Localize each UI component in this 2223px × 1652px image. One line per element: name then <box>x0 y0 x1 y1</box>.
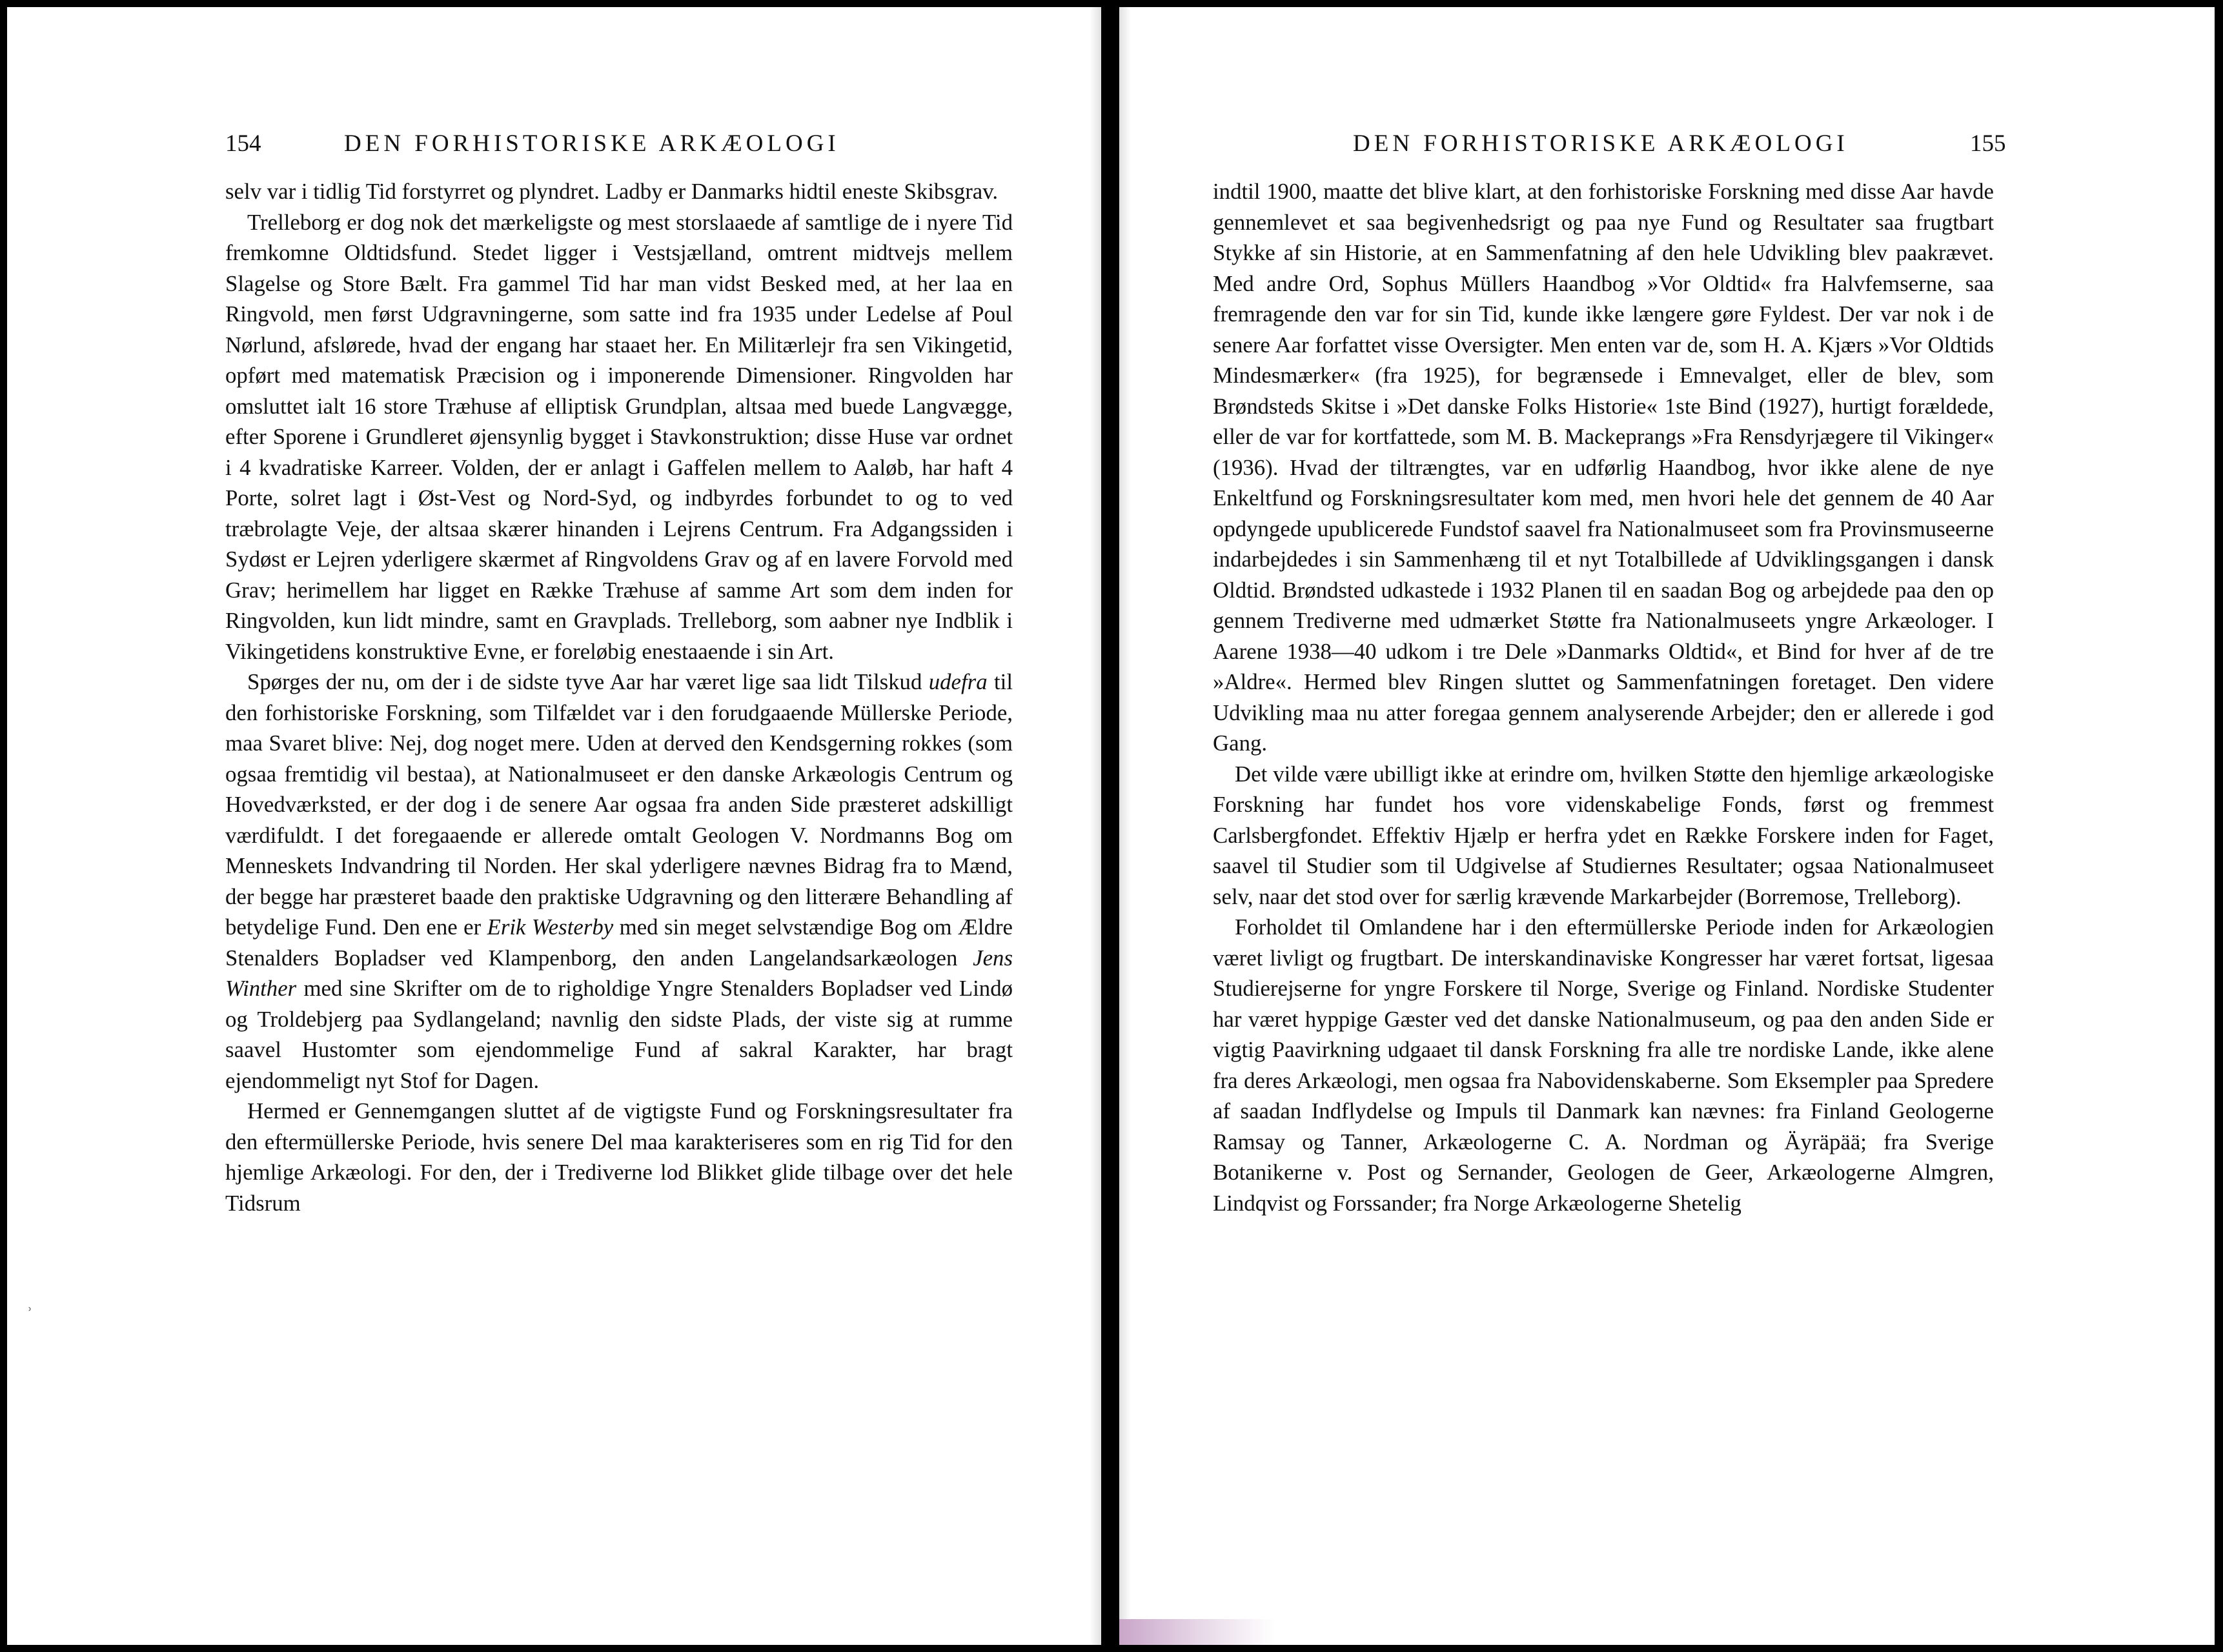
left-running-title: DEN FORHISTORISKE ARKÆOLOGI <box>344 130 840 157</box>
paragraph: Trelleborg er dog nok det mærkeligste og mest storslaaede af samtlige de i nyere Tid fremkomne Oldtidsfund. Stedet ligger i Vestsjælland, omtrent midtvejs mellem Slagelse og Store Bælt. Fra gammel Tid har man vidst Besked med, at her laa en Ringvold, men først Udgravningerne, som satte ind fra 1935 under Ledelse af Poul Nørlund, afslørede, hvad der engang har staaet her. En Militærlejr fra sen Vikingetid, opført med matematisk Præcision og i imponerende Dimensioner. Ringvolden har omsluttet ialt 16 store Træhuse af elliptisk Grundplan, altsaa med buede Langvægge, efter Sporene i Grundleret øjensynlig bygget i Stavkonstruktion; disse Huse var ordnet i 4 kvadratiske Karreer. Volden, der er anlagt i Gaffelen mellem to Aaløb, har haft 4 Porte, solret lagt i Øst-Vest og Nord-Syd, og indbyrdes forbundet to og to ved træbrolagte Veje, der altsaa skærer hinanden i Lejrens Centrum. Fra Adgangssiden i Sydøst er Lejren yderligere skærmet af Ringvoldens Grav og af en lavere Forvold med Grav; herimellem har ligget en Række Træhuse af samme Art som dem inden for Ringvolden, kun lidt mindre, samt en Gravplads. Trelleborg, som aabner nye Indblik i Vikingetidens konstruktive Evne, er foreløbig enestaaende i sin Art. <box>225 209 1013 664</box>
paragraph: Forholdet til Omlandene har i den eftermüllerske Periode inden for Arkæologien været livligt og frugtbart. De interskandinaviske Kongresser har været fortsat, ligesaa Studierejserne for yngre Forskere til Norge, Sverige og Finland. Nordiske Studenter har været hyppige Gæster ved det danske Nationalmuseum, og paa den anden Side er vigtig Paavirkning udgaaet til dansk Forskning fra alle tre nordiske Lande, ikke alene fra deres Arkæologi, men ogsaa fra Nabovidenskaberne. Som Eksempler paa Spredere af saadan Indflydelse og Impuls til Danmark kan nævnes: fra Finland Geologerne Ramsay og Tanner, Arkæologerne C. A. Nordman og Äyräpää; fra Sverige Botanikerne v. Post og Sernander, Geologen de Geer, Arkæologerne Almgren, Lindqvist og Forssander; fra Norge Arkæologerne Shetelig <box>1213 914 1994 1216</box>
stray-mark: ʾ <box>26 1304 33 1325</box>
text-run: med sine Skrifter om de to righoldige Yngre Stenalders Bopladser ved Lindø og Troldebjerg paa Sydlangeland; navnlig den sidste Plads, der viste sig at rumme saavel Hustomter som ejendommelige Fund af sakral Karakter, har bragt ejendommeligt nyt Stof for Dagen. <box>225 976 1013 1093</box>
right-page-number: 155 <box>1970 130 2006 157</box>
right-body-text <box>1213 176 1994 1218</box>
right-page <box>1119 7 2215 1645</box>
left-page-number: 154 <box>225 130 261 157</box>
paragraph: Det vilde være ubilligt ikke at erindre om, hvilken Støtte den hjemlige arkæologiske Forskning har fundet hos vore videnskabelige Fonds, først og fremmest Carlsbergfondet. Effektiv Hjælp er herfra ydet en Række Forskere inden for Faget, saavel til Studier som til Udgivelse af Studiernes Resultater; ogsaa Nationalmuseet selv, naar det stod over for særlig krævende Markarbejder (Borremose, Trelleborg). <box>1213 761 1994 909</box>
right-running-title: DEN FORHISTORISKE ARKÆOLOGI <box>1353 130 1849 157</box>
scan-color-strip <box>1119 1619 1274 1645</box>
text-run: med sin meget selvstændige Bog om Ældre Stenalders Bopladser ved Klampenborg, den anden Langelandsarkæologen <box>225 914 1013 971</box>
gutter-shadow <box>1119 7 1131 1645</box>
paragraph: indtil 1900, maatte det blive klart, at den forhistoriske Forskning med disse Aar havde gennemlevet et saa begivenhedsrigt og paa nye Fund og Resultater saa frugtbart Stykke af sin Historie, at en Sammenfatning af den hele Udvikling blev paakrævet. Med andre Ord, Sophus Müllers Haandbog »Vor Oldtid« fra Halvfemserne, saa fremragende den var for sin Tid, kunde ikke længere gøre Fyldest. Der var nok i de senere Aar forfattet visse Oversigter. Men enten var de, som H. A. Kjærs »Vor Oldtids Mindesmærker« (fra 1925), for begrænsede i Emnevalget, eller de blev, som Brøndsteds Skitse i »Det danske Folks Historie« 1ste Bind (1927), hurtigt forældede, eller de var for kortfattede, som M. B. Mackeprangs »Fra Rensdyrjægere til Vikinger« (1936). Hvad der tiltrængtes, var en udførlig Haandbog, hvor ikke alene de nye Enkeltfund og Forskningsresultater kom med, men hvori hele det gennem de 40 Aar opdyngede upublicerede Fundstof saavel fra Nationalmuseet som fra Provinsmuseerne indarbejdedes i sin Sammenhæng til et nyt Totalbillede af Udviklingsgangen i dansk Oldtid. Brøndsted udkastede i 1932 Planen til en saadan Bog og arbejdede paa den op gennem Trediverne med udmærket Støtte fra Nationalmuseets yngre Arkæologer. I Aarene 1938—40 udkom i tre Dele »Danmarks Oldtid«, et Bind for hver af de tre »Aldre«. Hermed blev Ringen sluttet og Sammenfatningen foretaget. Den videre Udvikling maa nu atter foregaa gennem analyserende Arbejder; den er allerede i god Gang. <box>1213 179 1994 756</box>
emphasis-text: udefra <box>928 669 988 694</box>
emphasis-name: Jens Winther <box>225 945 1013 1001</box>
gutter-shadow <box>1090 7 1101 1645</box>
paragraph <box>225 667 1013 1096</box>
emphasis-name: Erik Westerby <box>487 914 614 940</box>
text-run: til den forhistoriske Forskning, som Tilfældet var i den forudgaaende Müllerske Periode, maa Svaret blive: Nej, dog noget mere. Uden at derved den Kendsgerning rokkes (som ogsaa fremtidig vil bestaa), at Nationalmuseet er den danske Arkæologis Centrum og Hovedværksted, er der dog i de senere Aar ogsaa fra anden Side præsteret adskilligt værdifuldt. I det foregaaende er allerede omtalt Geologen V. Nordmanns Bog om Menneskets Indvandring til Norden. Her skal yderligere nævnes Bidrag fra to Mænd, der begge har præsteret baade den praktiske Udgravning og den litterære Behandling af betydelige Fund. Den ene er <box>225 669 1013 940</box>
left-body-text <box>225 176 1013 1218</box>
left-page <box>7 7 1101 1645</box>
paragraph: selv var i tidlig Tid forstyrret og plyndret. Ladby er Danmarks hidtil eneste Skibsgrav. <box>225 179 999 204</box>
text-run: Spørges der nu, om der i de sidste tyve Aar har været lige saa lidt Tilskud <box>247 669 929 694</box>
paragraph: Hermed er Gennemgangen sluttet af de vigtigste Fund og Forskningsresultater fra den eftermüllerske Periode, hvis senere Del maa karakteriseres som en rig Tid for den hjemlige Arkæologi. For den, der i Trediverne lod Blikket glide tilbage over det hele Tidsrum <box>225 1098 1013 1216</box>
